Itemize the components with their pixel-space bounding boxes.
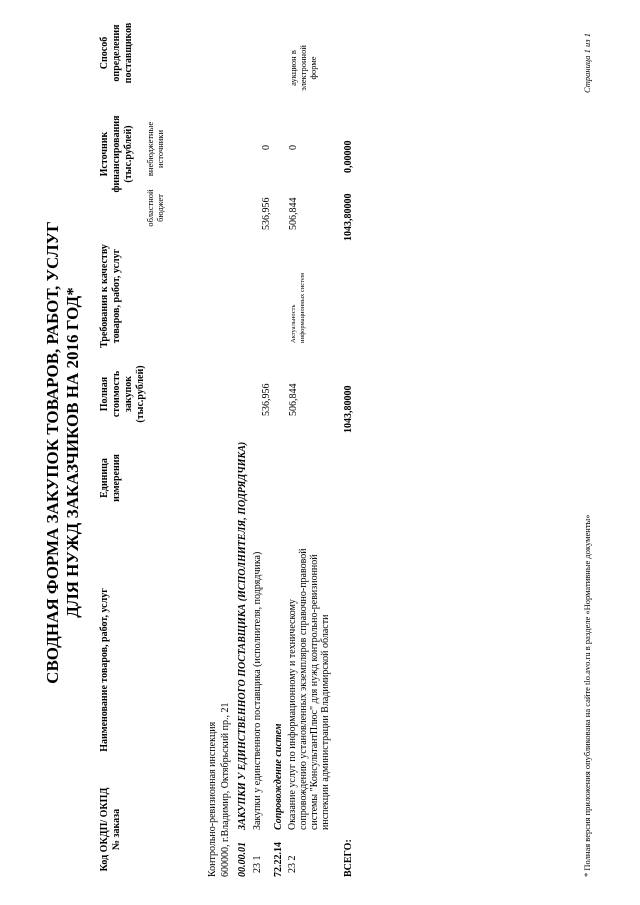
header-code: Код ОКДП/ ОКПД № заказа: [99, 787, 122, 872]
page-label: Страница 1 из 1: [582, 33, 592, 93]
group-name: Сопровождение систем: [273, 723, 284, 830]
header-financing: Источник финансирования (тыс.рублей): [99, 115, 134, 193]
total-label: ВСЕГО:: [343, 839, 354, 877]
document-title-line2: ДЛЯ НУЖД ЗАКАЗЧИКОВ НА 2016 ГОД*: [63, 287, 82, 618]
footnote: * Полная версия приложения опубликована на сайте tlo.avo.ru в разделе «Нормативные документы»: [582, 514, 592, 877]
header-unit: Единица измерения: [99, 454, 122, 502]
row-2-cost: 506,844: [288, 383, 299, 416]
total-fin-extra: 0,00000: [343, 140, 354, 173]
row-2-method: аукцион в электронной форме: [288, 45, 318, 91]
header-name: Наименование товаров, работ, услуг: [99, 588, 110, 752]
organization-name: Контрольно-ревизионная инспекция: [207, 721, 218, 877]
row-1-name: Закупки у единственного поставщика (исполнителя, подрядчика): [252, 551, 263, 830]
row-2-fin-extra: 0: [288, 145, 299, 150]
header-fin-extra: внебюджетные источники: [145, 121, 165, 177]
header-fin-regional: областной бюджет: [145, 189, 165, 227]
header-cost: Полная стоимость закупок (тыс.рублей): [99, 365, 146, 423]
row-2-num: 23 2: [287, 855, 298, 873]
header-method: Способ определения поставщиков: [99, 22, 134, 84]
row-1-fin-extra: 0: [261, 145, 272, 150]
total-fin-regional: 1043,80000: [343, 193, 354, 241]
header-requirements: Требования к качеству товаров, работ, услуг: [99, 244, 122, 348]
document-title-line1: СВОДНАЯ ФОРМА ЗАКУПОК ТОВАРОВ, РАБОТ, УСЛУГ: [43, 221, 62, 684]
total-cost: 1043,80000: [343, 385, 354, 433]
row-2-fin-regional: 506,844: [288, 197, 299, 230]
row-1-fin-regional: 536,956: [261, 197, 272, 230]
section-title: ЗАКУПКИ У ЕДИНСТВЕННОГО ПОСТАВЩИКА (ИСПОЛНИТЕЛЯ, ПОДРЯДЧИКА): [237, 441, 248, 830]
section-code: 00.00.01: [237, 842, 248, 877]
organization-address: 600000, г.Владимир, Октябрьский пр., 21: [220, 702, 231, 877]
row-1-num: 23 1: [252, 855, 263, 873]
group-code: 72.22.14: [273, 842, 284, 877]
row-2-requirements: Актуальность информационных систем: [290, 272, 306, 343]
row-1-cost: 536,956: [261, 383, 272, 416]
row-2-name: Оказание услуг по информационному и техническому сопровождению установленных экземпляров справочно-правовой системы "КонсультантПлюс" для нужд контрольно-ревизионной инспекции администрации Владимирской области: [287, 548, 331, 830]
